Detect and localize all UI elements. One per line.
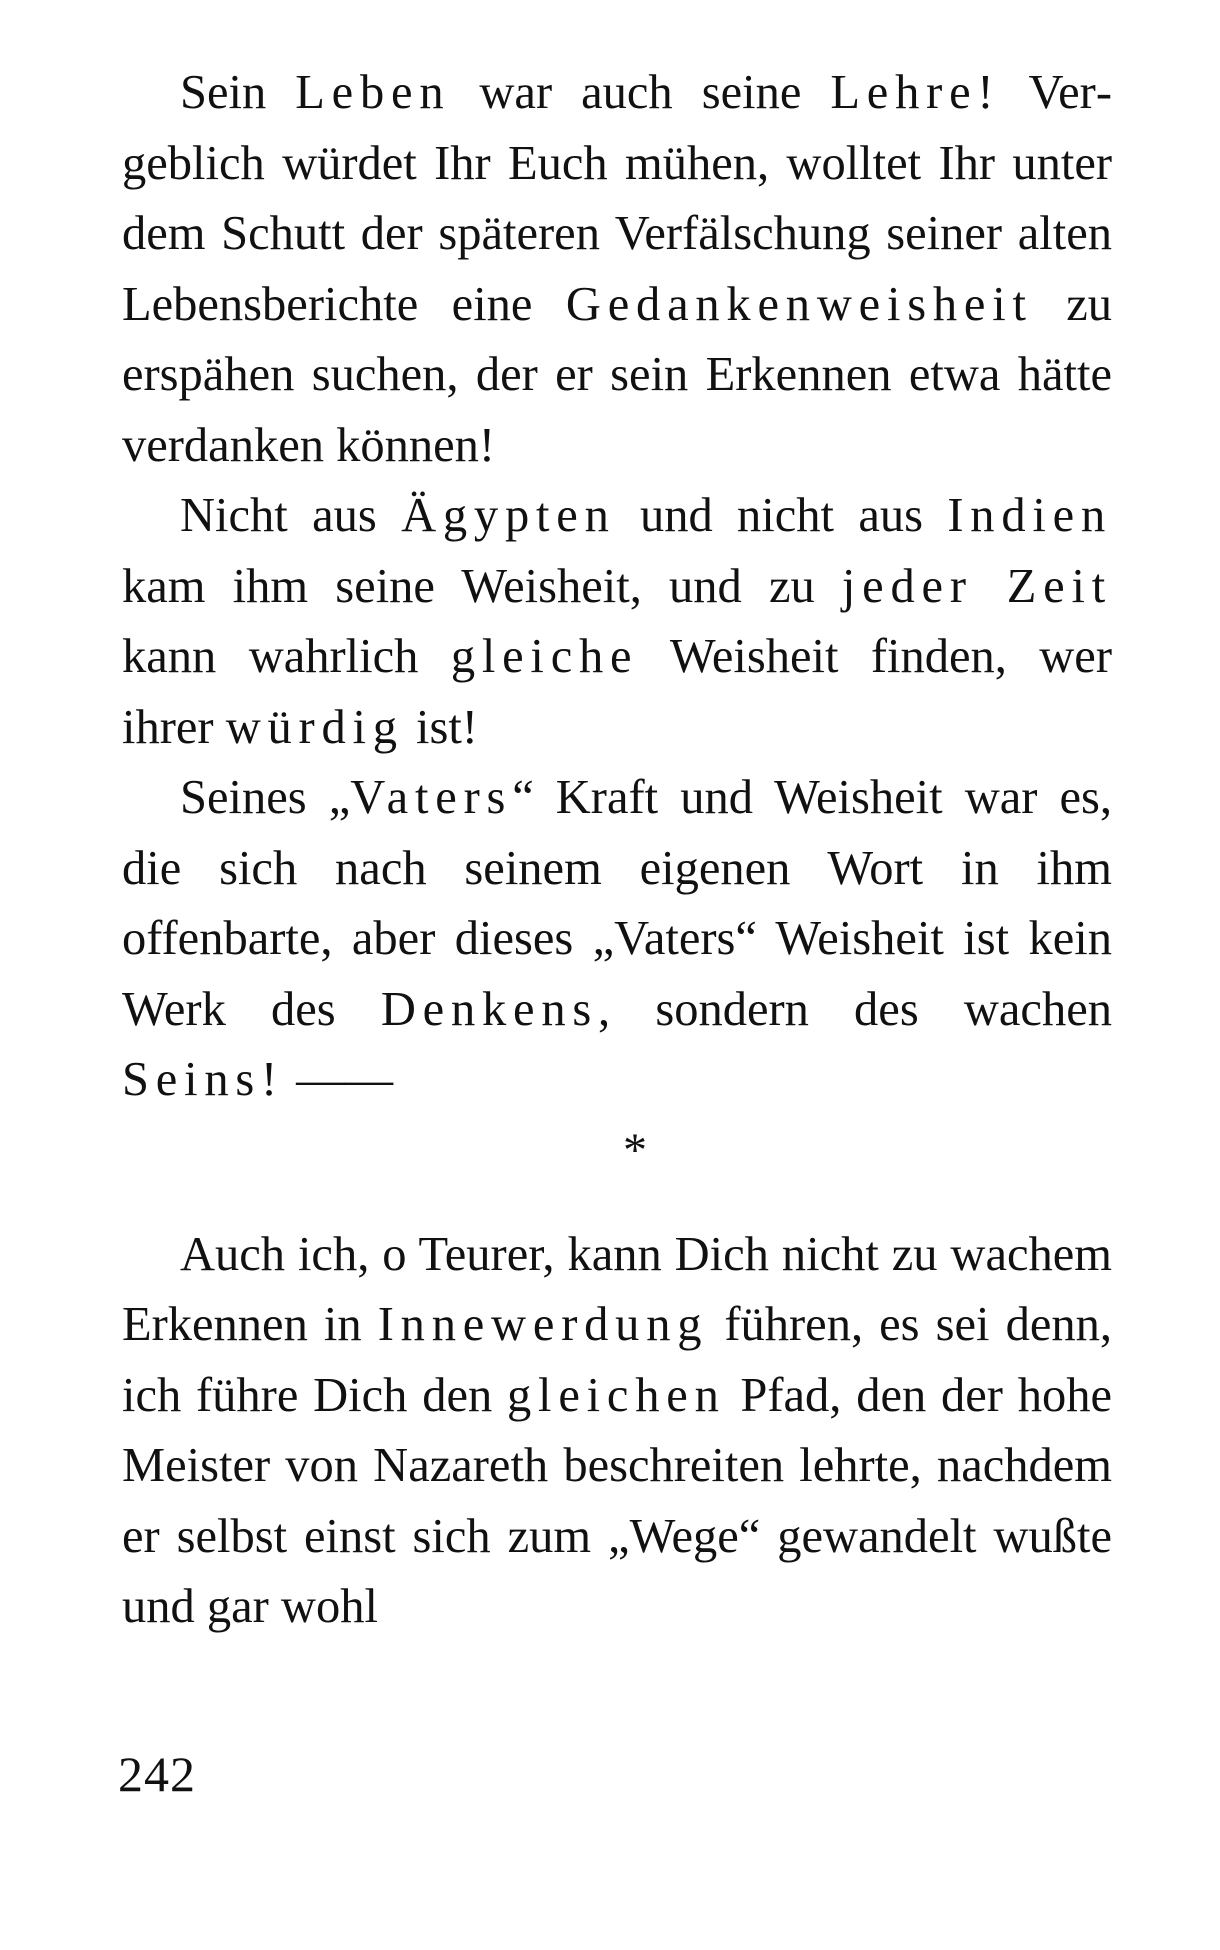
paragraph-2 bbox=[122, 481, 1112, 763]
spaced-emphasis: Ägypten bbox=[401, 489, 616, 542]
text-segment: “ Kraft und Weisheit war es, die sich nach seinem eigenen Wort in ihm offenbarte, aber dieses „Vaters“ Weisheit ist kein Werk des bbox=[122, 771, 1113, 1036]
text-segment: war auch seine bbox=[450, 66, 831, 119]
text-segment: Seines „ bbox=[180, 771, 351, 824]
book-page-text bbox=[122, 58, 1112, 1643]
page-number: 242 bbox=[118, 1746, 196, 1802]
spaced-emphasis: Leben bbox=[295, 66, 451, 119]
spaced-emphasis: Denkens bbox=[380, 982, 599, 1036]
paragraph-3 bbox=[122, 763, 1112, 1116]
spaced-emphasis: gleiche bbox=[450, 630, 639, 683]
spaced-emphasis: Indien bbox=[947, 489, 1112, 542]
text-segment: kam ihm seine Weisheit, und zu bbox=[122, 559, 842, 613]
spaced-emphasis: Seins! bbox=[122, 1053, 284, 1106]
text-segment: kann wahrlich bbox=[122, 630, 451, 683]
spaced-emphasis: jeder Zeit bbox=[841, 559, 1113, 613]
text-segment: Nicht aus bbox=[180, 489, 402, 542]
text-segment: —— bbox=[284, 1053, 394, 1106]
text-segment: Auch ich, o Teurer, kann Dich nicht zu wachem Erkennen in bbox=[122, 1227, 1112, 1351]
spaced-emphasis: Innewerdung bbox=[377, 1298, 709, 1351]
spaced-emphasis: würdig bbox=[225, 700, 404, 754]
spaced-emphasis: gleichen bbox=[507, 1368, 726, 1422]
text-segment: zu erspähen suchen, der er sein Erkennen etwa hätte verdanken können! bbox=[122, 277, 1113, 472]
text-segment: und nicht aus bbox=[615, 489, 948, 542]
text-segment: ist! bbox=[403, 700, 478, 754]
asterisk-ornament: * bbox=[623, 1123, 647, 1177]
spaced-emphasis: Lehre! bbox=[830, 66, 1001, 119]
section-separator bbox=[122, 1116, 1112, 1220]
text-segment: , sondern des wachen bbox=[598, 982, 1112, 1036]
text-segment: Pfad, den der hohe Meister von Nazareth beschreiten lehrte, nachdem er selbst einst sich zum „Wege“ gewandelt wußte und gar wohl bbox=[122, 1368, 1112, 1633]
paragraph-4 bbox=[122, 1220, 1112, 1643]
paragraph-1 bbox=[122, 58, 1112, 481]
text-segment: Vergeblich würdet Ihr Euch mühen, wolltet Ihr unter dem Schutt der späteren Verfälschung seiner alten Lebensberichte eine bbox=[122, 66, 1112, 331]
spaced-emphasis: Vaters bbox=[350, 771, 513, 824]
text-segment: führen, es sei denn, ich führe Dich den bbox=[122, 1298, 1112, 1422]
spaced-emphasis: Gedankenweisheit bbox=[565, 277, 1033, 331]
text-segment: Sein bbox=[180, 66, 296, 119]
text-segment: Weisheit finden, wer ihrer bbox=[122, 630, 1112, 754]
